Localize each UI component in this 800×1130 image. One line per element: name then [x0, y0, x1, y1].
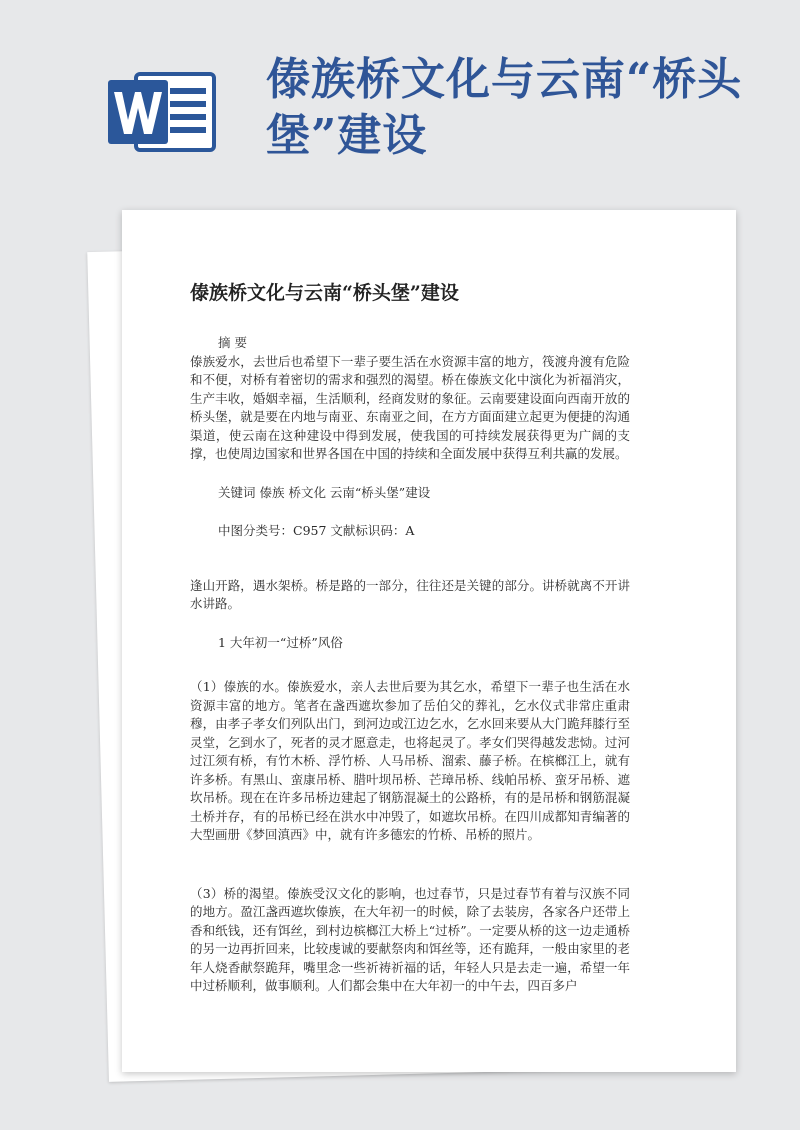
document-title-banner: 傣族桥文化与云南“桥头堡”建设: [266, 54, 743, 161]
paper-title: 傣族桥文化与云南“桥头堡”建设: [190, 282, 459, 304]
abstract-label: 摘 要: [218, 335, 247, 350]
body-paragraph-3: （3）桥的渴望。傣族受汉文化的影响，也过春节，只是过春节有着与汉族不同的地方。盈江盏西遮坎傣族，在大年初一的时候，除了去装房，各家各户还带上香和纸钱，还有饵丝，到村边槟榔江大桥上“过桥”。一定要从桥的这一边走通桥的另一边再折回来，比较虔诚的要献祭肉和饵丝等，还有跪拜，一般由家里的老年人烧香献祭跪拜，嘴里念一些祈祷祈福的话，年轻人只是去走一遍，希望一年中过桥顺利，做事顺利。人们都会集中在大年初一的中午去，四百多户: [190, 885, 630, 993]
word-icon: [108, 72, 218, 152]
keywords-line: 关键词 傣族 桥文化 云南“桥头堡”建设: [218, 484, 431, 500]
page-content: [190, 278, 630, 996]
classification-line: 中图分类号：C957 文献标识码：A: [218, 523, 415, 538]
document-page: [122, 210, 736, 1072]
section-heading: 1 大年初一“过桥”风俗: [218, 634, 343, 650]
abstract-text: 傣族爱水，去世后也希望下一辈子要生活在水资源丰富的地方，筏渡舟渡有危险和不便，对桥有着密切的需求和强烈的渴望。桥在傣族文化中演化为祈福消灾，生产丰收，婚姻幸福，生活顺利，经商发财的象征。云南要建设面向西南开放的桥头堡，就是要在内地与南亚、东南亚之间，在方方面面建立起更为便捷的沟通渠道，使云南在这种建设中得到发展，使我国的可持续发展获得更为广阔的支撑，也使周边国家和世界各国在中国的持续和全面发展中获得互利共赢的发展。: [190, 353, 630, 461]
body-paragraph-1: （1）傣族的水。傣族爱水，亲人去世后要为其乞水，希望下一辈子也生活在水资源丰富的地方。笔者在盏西遮坎参加了岳伯父的葬礼，乞水仪式非常庄重肃穆，由孝子孝女们列队出门，到河边或江边乞水，乞水回来要从大门跪拜膝行至灵堂，乞到水了，死者的灵才愿意走，也将起灵了。孝女们哭得越发悲恸。过河过江须有桥，有竹木桥、浮竹桥、人马吊桥、溜索、藤子桥。在槟榔江上，就有许多桥。有黑山、蛮康吊桥、腊叶坝吊桥、芒璋吊桥、线帕吊桥、蛮牙吊桥、遮坎吊桥。现在在许多吊桥边建起了钢筋混凝土的公路桥，有的是吊桥和钢筋混凝土桥并存，有的吊桥已经在洪水中冲毁了，如遮坎吊桥。在四川成都知青编著的大型画册《梦回滇西》中，就有许多德宏的竹桥、吊桥的照片。: [190, 679, 630, 842]
intro-paragraph: 逢山开路，遇水架桥。桥是路的一部分，往往还是关键的部分。讲桥就离不开讲水讲路。: [190, 577, 630, 611]
